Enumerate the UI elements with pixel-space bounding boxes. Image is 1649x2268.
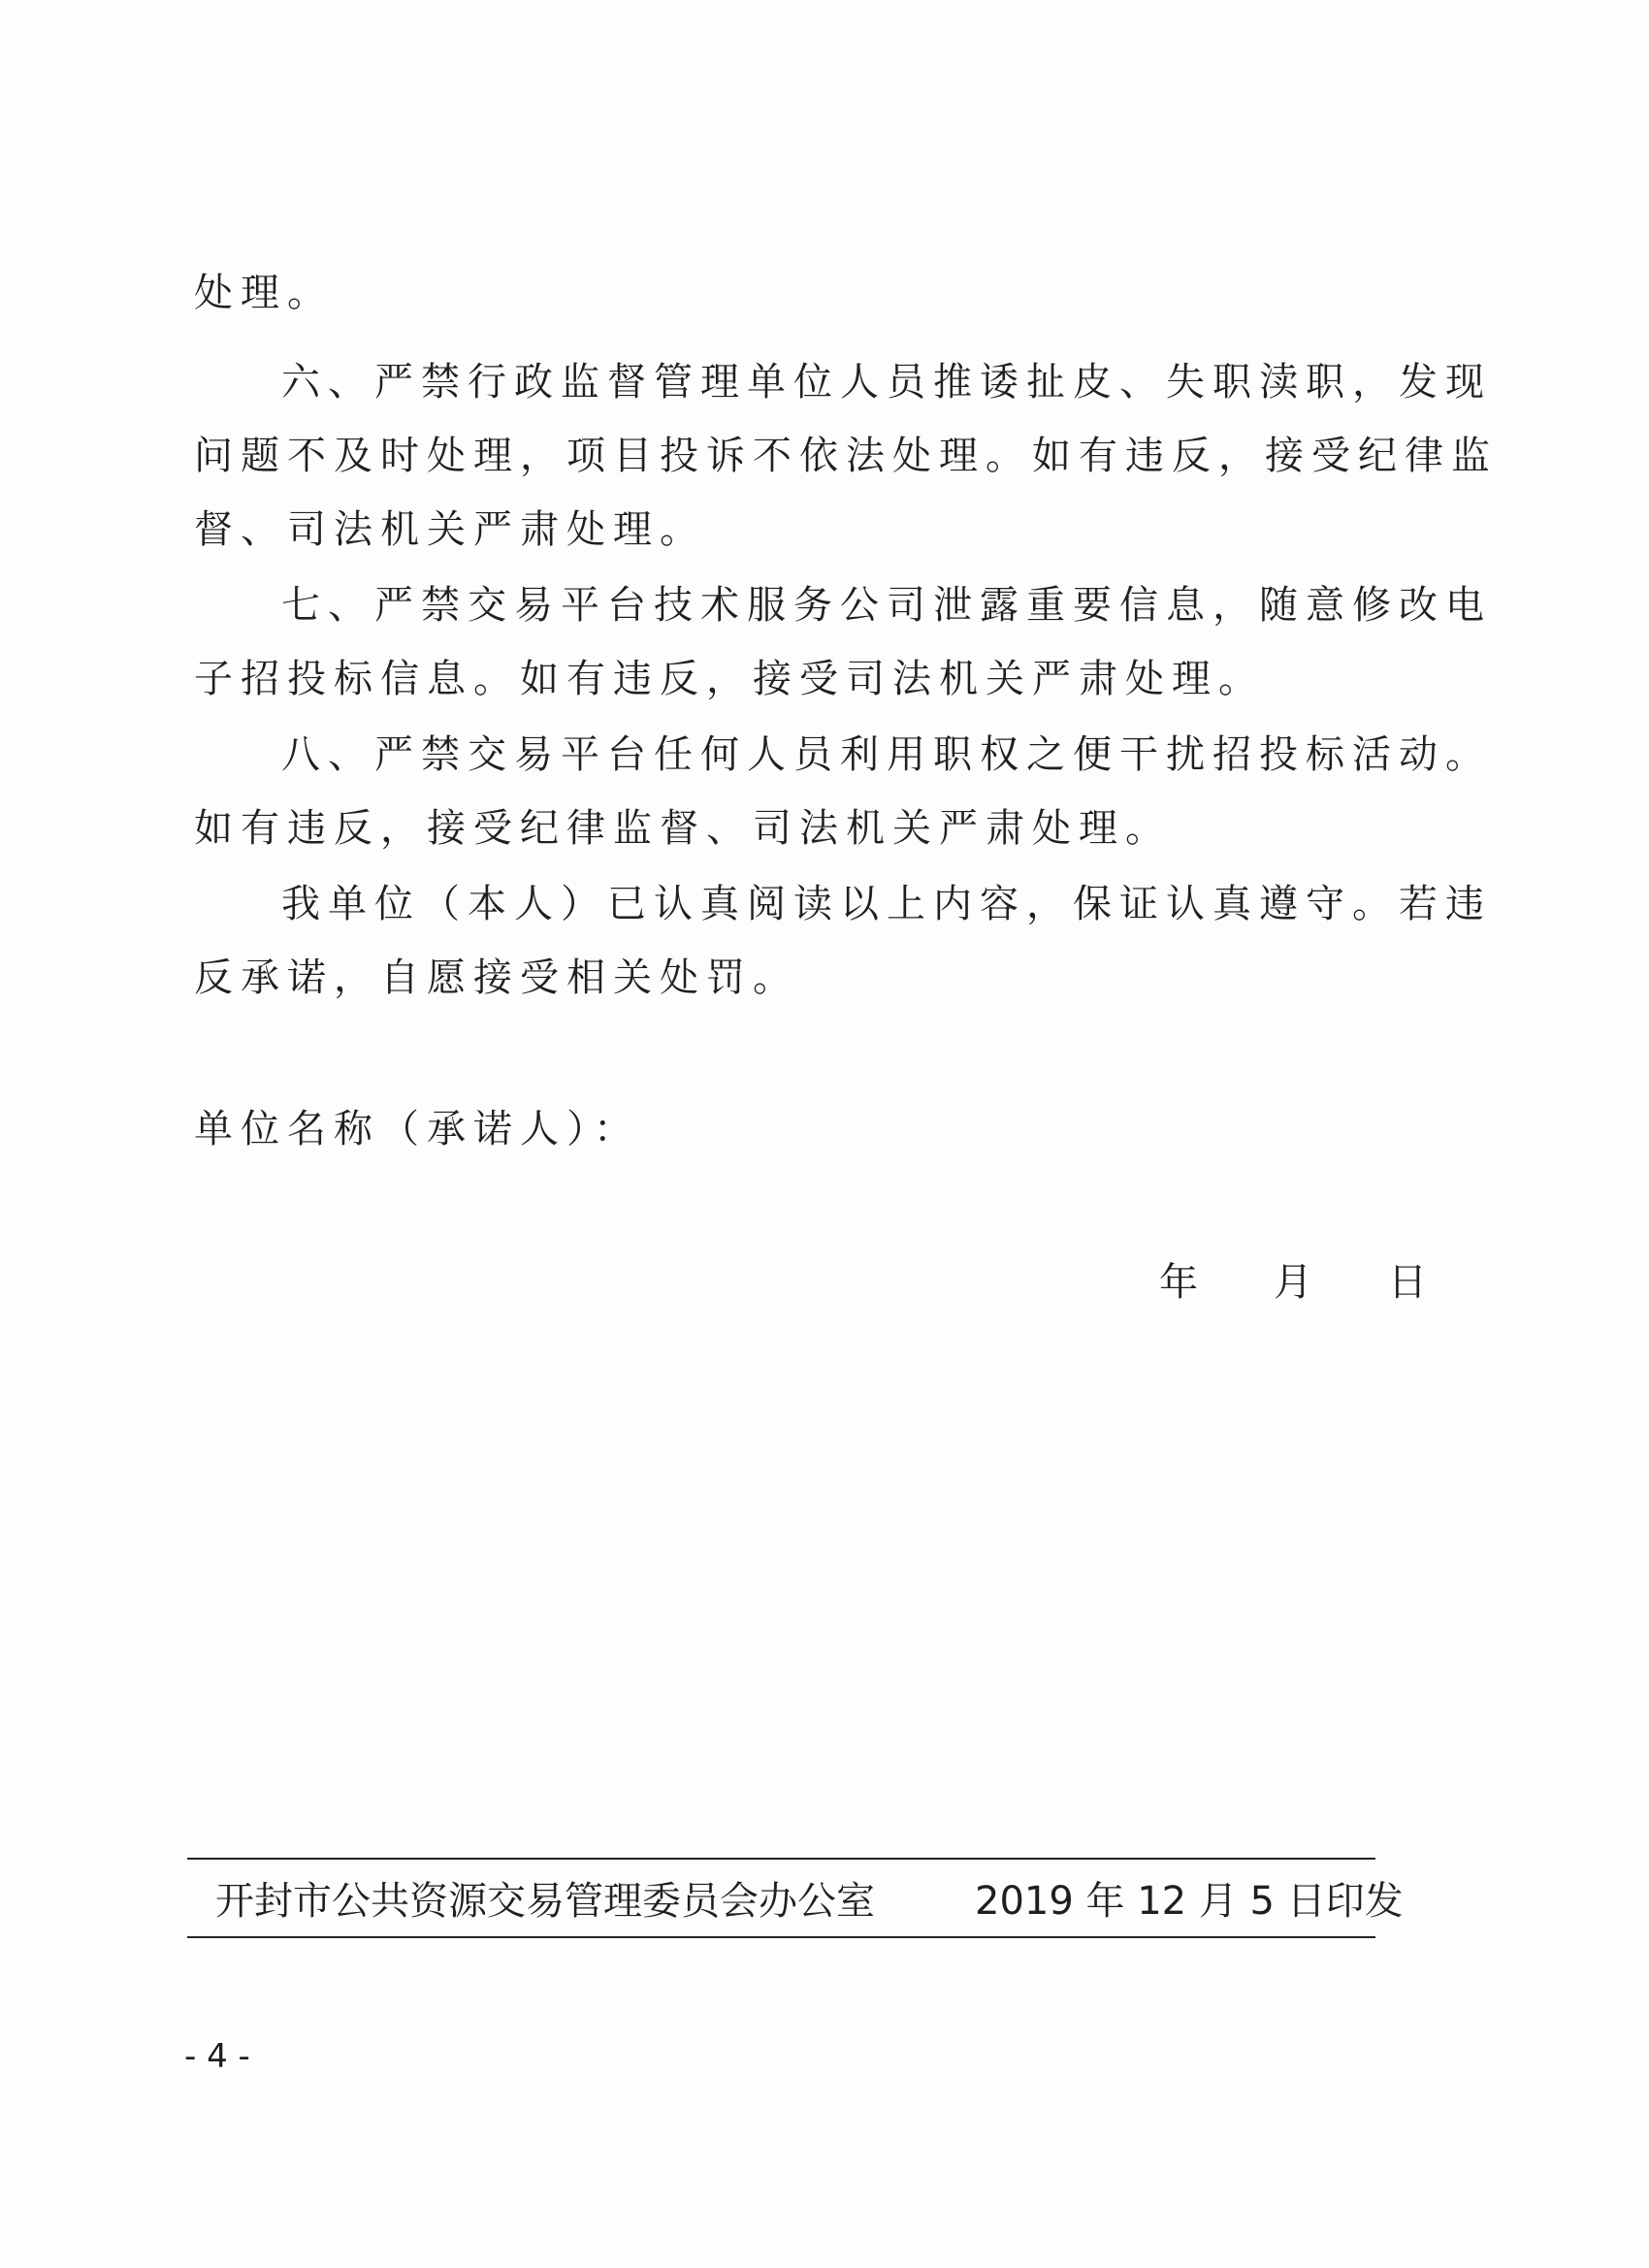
page-number: - 4 - [184, 2037, 250, 2076]
date-month-label: 月 [1274, 1260, 1320, 1305]
signature-label: 单位名称（承诺人）： [194, 1107, 640, 1151]
date-year-label: 年 [1159, 1260, 1206, 1305]
body-line: 六、严禁行政监督管理单位人员推诿扯皮、失职渎职，发现 [281, 360, 1492, 405]
body-line: 处理。 [194, 271, 334, 315]
body-line: 八、严禁交易平台任何人员利用职权之便干扰招投标活动。 [281, 732, 1492, 777]
body-line: 我单位（本人）已认真阅读以上内容，保证认真遵守。若违 [281, 882, 1492, 926]
body-line: 反承诺，自愿接受相关处罚。 [194, 956, 799, 1000]
footer-organization: 开封市公共资源交易管理委员会办公室 [215, 1879, 875, 1924]
footer-bottom-rule [187, 1936, 1375, 1938]
footer-top-rule [187, 1858, 1375, 1860]
body-line: 七、严禁交易平台技术服务公司泄露重要信息，随意修改电 [281, 583, 1492, 628]
date-day-label: 日 [1388, 1260, 1435, 1305]
body-line: 问题不及时处理，项目投诉不依法处理。如有违反，接受纪律监 [194, 434, 1498, 478]
body-line: 如有违反，接受纪律监督、司法机关严肃处理。 [194, 806, 1172, 851]
signature-date [1159, 1251, 1435, 1307]
body-line: 督、司法机关严肃处理。 [194, 507, 706, 552]
footer-print-date: 2019 年 12 月 5 日印发 [975, 1879, 1404, 1924]
body-line: 子招投标信息。如有违反，接受司法机关严肃处理。 [194, 657, 1265, 701]
